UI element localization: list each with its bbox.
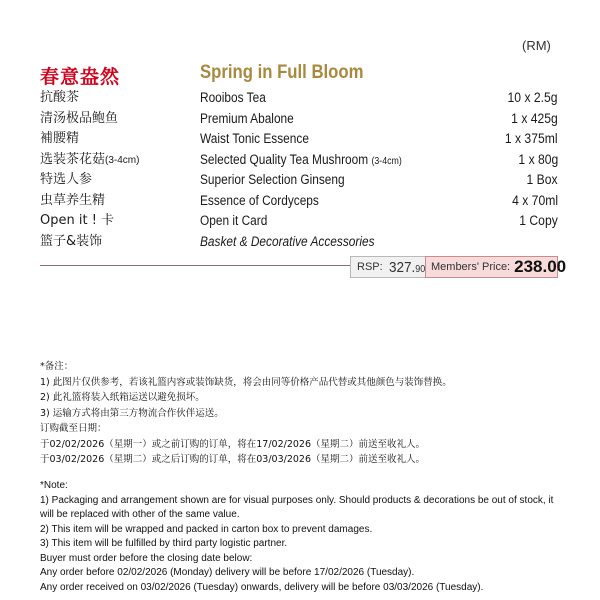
list-item [40, 191, 560, 212]
item-name-english: Essence of Cordyceps [200, 192, 319, 208]
members-price-value: 238.00 [514, 257, 567, 276]
note-line: Any order before 02/02/2026 (Monday) delivery will be before 17/02/2026 (Tuesday). [40, 567, 415, 578]
item-quantity: 1 x 375ml [505, 131, 558, 146]
item-size-note: (3-4cm) [371, 155, 402, 167]
note-line: 1) 此图片仅供参考，若该礼篮内容或装饰缺货，将会由同等价格产品代替或其他颜色与装饰替换。 [40, 376, 452, 388]
item-name-english: Basket & Decorative Accessories [200, 233, 375, 249]
note-line: 3) This item will be fulfilled by third party logistic partner. [40, 538, 288, 549]
item-name-english: Open it Card [200, 213, 268, 228]
hamper-title-chinese: 春意盎然 [40, 66, 121, 88]
rsp-value: 327.90 [388, 258, 425, 276]
members-price-box [425, 256, 567, 278]
item-name-english: Superior Selection Ginseng [200, 172, 345, 187]
list-item [40, 170, 560, 191]
list-item [40, 211, 560, 232]
list-item [40, 129, 560, 150]
item-name-chinese: 选装茶花菇(3-4cm) [40, 151, 140, 167]
item-quantity: 1 Box [526, 172, 558, 187]
item-name-chinese: 補腰精 [40, 131, 80, 146]
hamper-item-list [40, 88, 560, 252]
note-line: *备注： [40, 361, 74, 372]
item-name-english: Waist Tonic Essence [200, 131, 309, 146]
note-line: 1) Packaging and arrangement shown are for visual purposes only. Should products & decorations be out of stock, it [40, 494, 554, 506]
note-line: 3) 运输方式将由第三方物流合作伙伴运送。 [40, 407, 224, 419]
note-line: 2) This item will be wrapped and packed in carton box to prevent damages. [40, 523, 373, 535]
item-name-chinese: Open it ! 卡 [40, 213, 115, 228]
note-line: 2) 此礼篮将装入纸箱运送以避免损坏。 [40, 392, 205, 403]
item-name-chinese: 篮子&装饰 [40, 233, 103, 249]
note-line: Any order received on 03/02/2026 (Tuesday) onwards, delivery will be before 03/03/2026 (Tuesday). [40, 581, 484, 593]
item-quantity: 10 x 2.5g [508, 90, 558, 105]
notes-chinese [40, 359, 452, 468]
list-item [40, 150, 560, 171]
item-quantity: 4 x 70ml [512, 192, 558, 208]
item-name-chinese: 特选人参 [40, 172, 93, 187]
rsp-label: RSP: [357, 261, 383, 273]
note-line: 订购截至日期： [40, 423, 107, 434]
rsp-price-box [350, 256, 434, 278]
item-quantity: 1 x 80g [518, 151, 558, 167]
note-line: 于02/02/2026（星期一）或之前订购的订单，将在17/02/2026（星期二）前送至收礼人。 [40, 438, 426, 450]
notes-english [40, 479, 580, 595]
item-name-chinese: 虫草养生精 [40, 192, 106, 208]
list-item [40, 88, 560, 109]
note-line: will be replaced with other of the same value. [40, 509, 240, 520]
members-price-label: Members' Price: [431, 261, 511, 273]
item-name-english: Selected Quality Tea Mushroom (3-4cm) [200, 151, 402, 167]
note-line: *Note: [40, 480, 68, 491]
note-line: Buyer must order before the closing date below: [40, 552, 253, 564]
list-item [40, 109, 560, 130]
list-item [40, 232, 560, 253]
item-name-english: Rooibos Tea [200, 90, 266, 105]
currency-label: (RM) [522, 38, 551, 53]
note-line: 于03/02/2026（星期二）或之后订购的订单，将在03/03/2026（星期二）前送至收礼人。 [40, 454, 426, 465]
item-size-note: (3-4cm) [105, 154, 140, 166]
item-name-english: Premium Abalone [200, 110, 294, 126]
hamper-title-english: Spring in Full Bloom [200, 62, 364, 83]
item-quantity: 1 Copy [519, 213, 558, 228]
item-name-chinese: 清汤极品鲍鱼 [40, 110, 119, 126]
item-quantity: 1 x 425g [511, 110, 558, 126]
item-name-chinese: 抗酸茶 [40, 90, 80, 105]
